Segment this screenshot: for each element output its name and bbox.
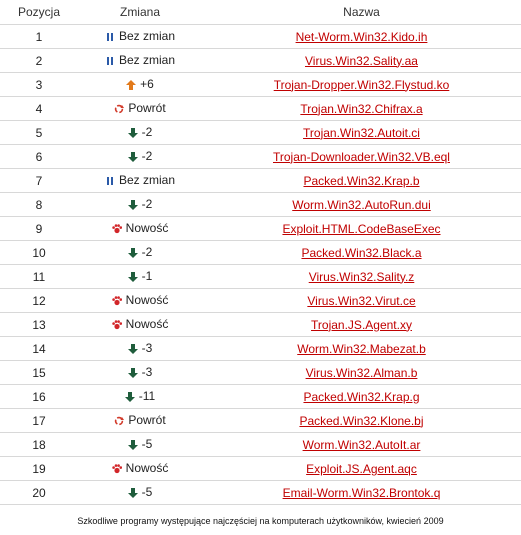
row-name <box>202 217 521 241</box>
paw-new-icon <box>112 295 122 305</box>
table-row <box>0 217 521 241</box>
arrow-down-icon <box>128 343 138 353</box>
row-position: 5 <box>0 121 78 145</box>
change-text: Nowość <box>125 220 169 235</box>
pause-icon <box>105 175 115 185</box>
malware-name-link[interactable]: Worm.Win32.AutoRun.dui <box>292 197 431 212</box>
row-position: 6 <box>0 145 78 169</box>
row-change <box>78 169 202 193</box>
table-row <box>0 193 521 217</box>
change-text: Nowość <box>125 292 169 307</box>
table-row <box>0 337 521 361</box>
row-name <box>202 169 521 193</box>
table-row <box>0 169 521 193</box>
pause-icon <box>105 55 115 65</box>
row-change <box>78 433 202 457</box>
row-name <box>202 49 521 73</box>
row-name <box>202 241 521 265</box>
arrow-down-icon <box>128 487 138 497</box>
header-name: Nazwa <box>343 5 380 19</box>
malware-name-link[interactable]: Packed.Win32.Klone.bj <box>299 413 424 428</box>
row-change <box>78 121 202 145</box>
change-indicator <box>105 53 175 67</box>
row-change <box>78 73 202 97</box>
row-name <box>202 337 521 361</box>
arrow-down-icon <box>128 127 138 137</box>
change-indicator <box>128 485 153 499</box>
arrow-down-icon <box>125 391 135 401</box>
table-row <box>0 25 521 49</box>
table-row <box>0 241 521 265</box>
row-change <box>78 385 202 409</box>
table-row <box>0 409 521 433</box>
table-row <box>0 481 521 505</box>
malware-name-link[interactable]: Trojan.Win32.Autoit.ci <box>303 125 420 140</box>
row-position: 4 <box>0 97 78 121</box>
arrow-down-icon <box>128 439 138 449</box>
table-body <box>0 25 521 505</box>
malware-name-link[interactable]: Packed.Win32.Krap.b <box>303 173 420 188</box>
row-change <box>78 481 202 505</box>
change-indicator <box>125 389 155 403</box>
malware-name-link[interactable]: Trojan-Downloader.Win32.VB.eql <box>273 149 450 164</box>
table-row <box>0 97 521 121</box>
change-indicator <box>128 197 153 211</box>
row-name <box>202 193 521 217</box>
table-row <box>0 361 521 385</box>
return-icon <box>114 103 124 113</box>
table-row <box>0 265 521 289</box>
malware-name-link[interactable]: Virus.Win32.Alman.b <box>305 365 418 380</box>
change-text: Bez zmian <box>118 28 176 43</box>
change-text: Powrót <box>128 100 166 115</box>
row-name <box>202 25 521 49</box>
table-row <box>0 121 521 145</box>
row-change <box>78 361 202 385</box>
row-position: 10 <box>0 241 78 265</box>
change-indicator <box>112 461 169 475</box>
row-position: 9 <box>0 217 78 241</box>
change-text: -3 <box>141 364 153 379</box>
change-text: Powrót <box>128 412 166 427</box>
row-name <box>202 385 521 409</box>
change-text: Nowość <box>125 316 169 331</box>
row-name <box>202 481 521 505</box>
row-name <box>202 457 521 481</box>
table-row <box>0 385 521 409</box>
malware-name-link[interactable]: Worm.Win32.Mabezat.b <box>297 341 426 356</box>
change-text: -5 <box>141 436 153 451</box>
malware-name-link[interactable]: Exploit.JS.Agent.aqc <box>306 461 417 476</box>
change-indicator <box>128 341 153 355</box>
row-position: 7 <box>0 169 78 193</box>
change-indicator <box>128 365 153 379</box>
row-change <box>78 313 202 337</box>
table-row <box>0 73 521 97</box>
row-position: 16 <box>0 385 78 409</box>
change-indicator <box>128 437 153 451</box>
row-change <box>78 337 202 361</box>
change-text: +6 <box>140 76 154 91</box>
change-text: -3 <box>141 340 153 355</box>
arrow-down-icon <box>128 247 138 257</box>
arrow-down-icon <box>128 151 138 161</box>
pause-icon <box>105 31 115 41</box>
row-name <box>202 433 521 457</box>
row-change <box>78 49 202 73</box>
change-text: Bez zmian <box>118 52 176 67</box>
change-indicator <box>114 413 165 427</box>
row-position: 15 <box>0 361 78 385</box>
table-row <box>0 433 521 457</box>
row-position: 11 <box>0 265 78 289</box>
row-change <box>78 457 202 481</box>
arrow-up-icon <box>126 79 136 89</box>
change-text: -5 <box>141 484 153 499</box>
change-text: -1 <box>141 268 153 283</box>
header-position: Pozycja <box>17 5 61 19</box>
malware-name-link[interactable]: Virus.Win32.Sality.aa <box>305 53 418 68</box>
change-text: -2 <box>141 124 153 139</box>
malware-name-link[interactable]: Trojan.Win32.Chifrax.a <box>300 101 423 116</box>
malware-name-link[interactable]: Email-Worm.Win32.Brontok.q <box>282 485 441 500</box>
return-icon <box>114 415 124 425</box>
row-name <box>202 409 521 433</box>
row-change <box>78 25 202 49</box>
row-name <box>202 97 521 121</box>
row-position: 8 <box>0 193 78 217</box>
malware-name-link[interactable]: Net-Worm.Win32.Kido.ih <box>295 29 428 44</box>
change-indicator <box>128 125 153 139</box>
malware-name-link[interactable]: Packed.Win32.Krap.g <box>303 389 420 404</box>
row-position: 12 <box>0 289 78 313</box>
change-indicator <box>114 101 165 115</box>
row-change <box>78 265 202 289</box>
change-indicator <box>128 149 153 163</box>
malware-name-link[interactable]: Virus.Win32.Sality.z <box>308 269 415 284</box>
row-change <box>78 289 202 313</box>
table-caption: Szkodliwe programy występujące najczęściej na komputerach użytkowników, kwiecień 2009 <box>77 516 444 526</box>
table-row <box>0 313 521 337</box>
change-text: -2 <box>141 196 153 211</box>
row-name <box>202 313 521 337</box>
malware-name-link[interactable]: Exploit.HTML.CodeBaseExec <box>282 221 441 236</box>
change-indicator <box>112 293 169 307</box>
row-change <box>78 241 202 265</box>
change-indicator <box>112 221 169 235</box>
table-row <box>0 145 521 169</box>
arrow-down-icon <box>128 271 138 281</box>
malware-name-link[interactable]: Packed.Win32.Black.a <box>301 245 422 260</box>
row-position: 14 <box>0 337 78 361</box>
row-position: 18 <box>0 433 78 457</box>
malware-name-link[interactable]: Trojan.JS.Agent.xy <box>311 317 412 332</box>
row-position: 17 <box>0 409 78 433</box>
row-name <box>202 361 521 385</box>
paw-new-icon <box>112 223 122 233</box>
header-change: Zmiana <box>119 5 160 19</box>
change-indicator <box>128 245 153 259</box>
change-indicator <box>126 77 154 91</box>
table-row <box>0 49 521 73</box>
row-position: 3 <box>0 73 78 97</box>
table-row <box>0 457 521 481</box>
row-name <box>202 73 521 97</box>
row-change <box>78 97 202 121</box>
malware-name-link[interactable]: Worm.Win32.AutoIt.ar <box>302 437 421 452</box>
change-text: -2 <box>141 244 153 259</box>
table-header-row <box>0 0 521 25</box>
arrow-down-icon <box>128 199 138 209</box>
row-change <box>78 145 202 169</box>
row-position: 13 <box>0 313 78 337</box>
row-name <box>202 289 521 313</box>
paw-new-icon <box>112 319 122 329</box>
malware-name-link[interactable]: Trojan-Dropper.Win32.Flystud.ko <box>273 77 450 92</box>
arrow-down-icon <box>128 367 138 377</box>
table-row <box>0 289 521 313</box>
change-indicator <box>105 173 175 187</box>
change-indicator <box>105 29 175 43</box>
change-indicator <box>128 269 153 283</box>
paw-new-icon <box>112 463 122 473</box>
row-name <box>202 145 521 169</box>
change-indicator <box>112 317 169 331</box>
malware-name-link[interactable]: Virus.Win32.Virut.ce <box>307 293 416 308</box>
row-position: 19 <box>0 457 78 481</box>
change-text: Nowość <box>125 460 169 475</box>
row-name <box>202 265 521 289</box>
change-text: -11 <box>138 388 156 403</box>
row-position: 1 <box>0 25 78 49</box>
change-text: -2 <box>141 148 153 163</box>
row-position: 2 <box>0 49 78 73</box>
row-change <box>78 409 202 433</box>
row-change <box>78 193 202 217</box>
row-change <box>78 217 202 241</box>
row-position: 20 <box>0 481 78 505</box>
row-name <box>202 121 521 145</box>
change-text: Bez zmian <box>118 172 176 187</box>
